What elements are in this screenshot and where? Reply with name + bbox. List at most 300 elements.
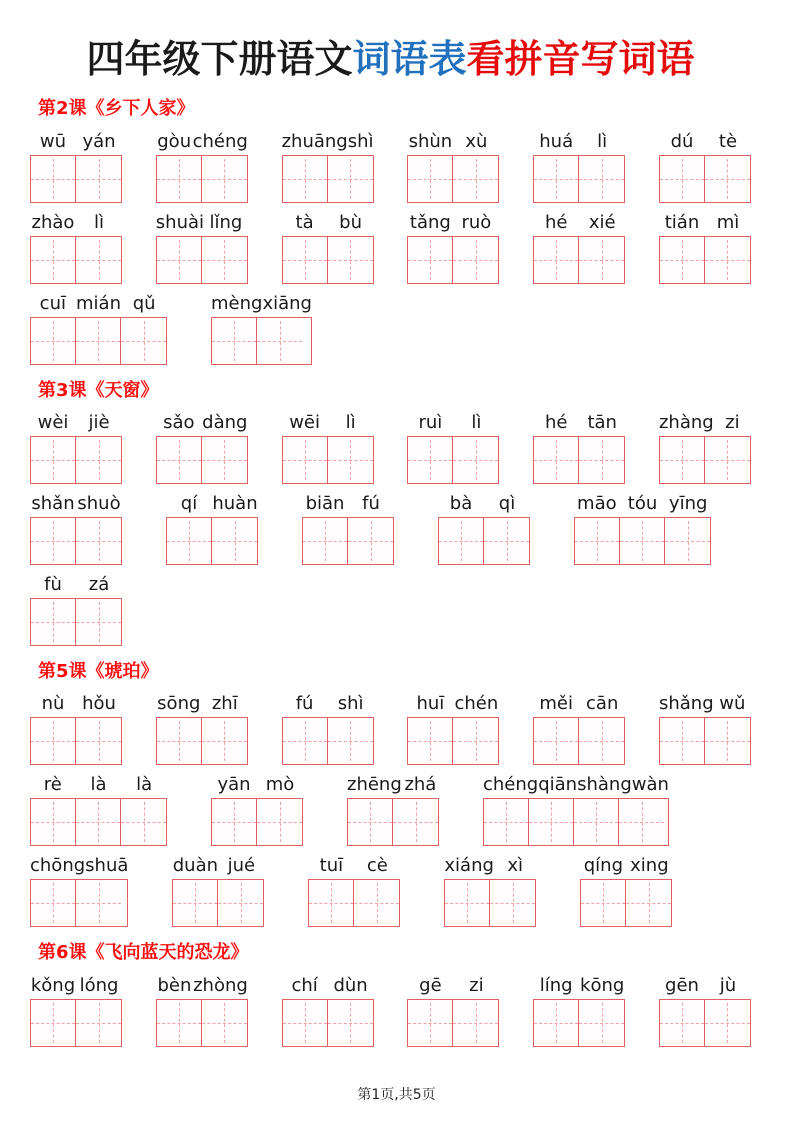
pinyin-syllable: zhào xyxy=(31,211,75,233)
pinyin-syllable: xiāng xyxy=(262,292,312,314)
pinyin-syllable: bèn xyxy=(157,974,192,996)
writing-grid xyxy=(282,436,374,484)
pinyin-syllable: zá xyxy=(88,573,110,595)
pinyin-syllable: gēn xyxy=(665,974,699,996)
writing-grid xyxy=(659,436,751,484)
pinyin-row xyxy=(156,131,248,153)
grid-cell xyxy=(283,718,328,764)
grid-cell xyxy=(283,156,328,202)
word-unit xyxy=(156,212,248,284)
grid-cell xyxy=(490,880,535,926)
pinyin-syllable: hé xyxy=(544,411,568,433)
pinyin-syllable: mì xyxy=(716,211,740,233)
pinyin-row xyxy=(533,412,625,434)
word-unit xyxy=(172,855,264,927)
word-unit xyxy=(444,855,536,927)
pinyin-row xyxy=(533,212,625,234)
pinyin-syllable: tián xyxy=(664,211,700,233)
pinyin-syllable: kōng xyxy=(580,974,625,996)
grid-cell xyxy=(303,518,348,564)
pinyin-syllable: líng xyxy=(539,974,573,996)
pinyin-syllable: chōng xyxy=(30,855,86,877)
word-unit xyxy=(659,212,751,284)
pinyin-row xyxy=(659,212,751,234)
pinyin-syllable: dùn xyxy=(333,974,368,996)
page-title xyxy=(30,34,751,83)
word-unit xyxy=(282,975,374,1047)
word-unit xyxy=(407,975,499,1047)
pinyin-syllable: gē xyxy=(419,974,442,996)
pinyin-row xyxy=(659,975,751,997)
grid-cell xyxy=(705,437,750,483)
pinyin-syllable: dàng xyxy=(202,411,248,433)
writing-grid xyxy=(30,879,128,927)
writing-grid xyxy=(533,999,625,1047)
pinyin-row xyxy=(533,131,625,153)
pinyin-syllable: wèi xyxy=(37,411,69,433)
pinyin-row xyxy=(211,774,303,796)
word-unit xyxy=(30,975,122,1047)
grid-cell xyxy=(619,799,664,845)
word-unit xyxy=(659,975,751,1047)
lesson-section-title: 第2课《乡下人家》 xyxy=(38,98,195,120)
word-unit xyxy=(30,855,128,927)
pinyin-syllable: lǐng xyxy=(209,211,243,233)
grid-cell xyxy=(626,880,671,926)
writing-grid xyxy=(282,155,374,203)
pinyin-syllable: lóng xyxy=(79,974,119,996)
grid-cell xyxy=(157,718,202,764)
writing-grid xyxy=(533,236,625,284)
pinyin-syllable: chéng xyxy=(483,774,539,796)
pinyin-syllable: kǒng xyxy=(30,974,76,996)
writing-grid xyxy=(172,879,264,927)
pinyin-syllable: zi xyxy=(725,411,740,433)
pinyin-syllable: jiè xyxy=(88,411,110,433)
pinyin-syllable: wū xyxy=(39,130,67,152)
grid-cell xyxy=(157,437,202,483)
word-unit xyxy=(347,774,439,846)
grid-cell xyxy=(408,1000,453,1046)
grid-cell xyxy=(579,437,624,483)
pinyin-syllable: qì xyxy=(498,492,516,514)
grid-cell xyxy=(579,156,624,202)
lesson-section-title: 第3课《天窗》 xyxy=(38,379,159,401)
pinyin-syllable: māo xyxy=(577,492,617,514)
grid-cell xyxy=(705,718,750,764)
pinyin-syllable: tǎng xyxy=(409,211,451,233)
pinyin-row xyxy=(156,412,248,434)
pinyin-syllable: zhuāng xyxy=(281,130,348,152)
writing-grid xyxy=(574,517,711,565)
grid-cell xyxy=(31,318,76,364)
word-unit xyxy=(533,693,625,765)
grid-cell xyxy=(453,437,498,483)
pinyin-syllable: shǎng xyxy=(658,693,714,715)
grid-cell xyxy=(31,880,76,926)
word-unit xyxy=(282,131,374,203)
word-row xyxy=(30,493,751,565)
grid-cell xyxy=(157,156,202,202)
pinyin-syllable: yān xyxy=(217,774,251,796)
pinyin-row xyxy=(407,975,499,997)
grid-cell xyxy=(534,156,579,202)
pinyin-row xyxy=(211,293,312,315)
grid-cell xyxy=(76,518,121,564)
lesson-section xyxy=(30,941,751,1046)
word-unit xyxy=(30,131,122,203)
pinyin-row xyxy=(30,131,122,153)
pinyin-row xyxy=(407,131,499,153)
grid-cell xyxy=(529,799,574,845)
pinyin-syllable: zhàng xyxy=(658,411,714,433)
pinyin-syllable: mèng xyxy=(211,292,263,314)
pinyin-syllable: tè xyxy=(718,130,738,152)
pinyin-syllable: chén xyxy=(454,693,499,715)
writing-grid xyxy=(30,436,122,484)
pinyin-row xyxy=(166,493,258,515)
word-unit xyxy=(533,212,625,284)
writing-grid xyxy=(30,798,167,846)
grid-cell xyxy=(705,237,750,283)
word-row xyxy=(30,855,751,927)
pinyin-syllable: bà xyxy=(449,492,473,514)
grid-cell xyxy=(660,156,705,202)
word-unit xyxy=(533,975,625,1047)
word-unit xyxy=(156,131,248,203)
pinyin-row xyxy=(30,975,122,997)
writing-grid xyxy=(282,236,374,284)
grid-cell xyxy=(665,518,710,564)
pinyin-syllable: mián xyxy=(76,292,121,314)
writing-grid xyxy=(302,517,394,565)
pinyin-syllable: wǔ xyxy=(719,693,746,715)
pinyin-row xyxy=(30,293,167,315)
writing-grid xyxy=(282,999,374,1047)
word-unit xyxy=(30,293,167,365)
pinyin-syllable: là xyxy=(90,774,107,796)
pinyin-syllable: gòu xyxy=(157,130,192,152)
writing-grid xyxy=(282,717,374,765)
grid-cell xyxy=(439,518,484,564)
pinyin-row xyxy=(282,131,374,153)
grid-cell xyxy=(31,718,76,764)
title-pinyin-part: 看拼音写词语 xyxy=(466,36,695,81)
pinyin-row xyxy=(308,855,400,877)
grid-cell xyxy=(167,518,212,564)
grid-cell xyxy=(31,1000,76,1046)
pinyin-syllable: tuī xyxy=(319,855,344,877)
pinyin-syllable: shì xyxy=(337,693,364,715)
grid-cell xyxy=(283,1000,328,1046)
pinyin-row xyxy=(30,574,122,596)
word-unit xyxy=(30,574,122,646)
grid-cell xyxy=(76,156,121,202)
pinyin-row xyxy=(156,975,248,997)
grid-cell xyxy=(31,437,76,483)
word-unit xyxy=(282,693,374,765)
word-unit xyxy=(659,412,751,484)
pinyin-row xyxy=(407,693,499,715)
grid-cell xyxy=(121,799,166,845)
word-unit xyxy=(302,493,394,565)
writing-grid xyxy=(156,436,248,484)
writing-grid xyxy=(407,999,499,1047)
word-unit xyxy=(533,131,625,203)
word-row xyxy=(30,131,751,203)
word-row xyxy=(30,212,751,284)
word-unit xyxy=(156,693,248,765)
writing-grid xyxy=(659,236,751,284)
grid-cell xyxy=(579,237,624,283)
word-row xyxy=(30,412,751,484)
sections-container xyxy=(30,97,751,1046)
writing-grid xyxy=(659,999,751,1047)
word-unit xyxy=(282,212,374,284)
pinyin-row xyxy=(156,693,248,715)
grid-cell xyxy=(534,237,579,283)
grid-cell xyxy=(328,237,373,283)
grid-cell xyxy=(157,1000,202,1046)
pinyin-row xyxy=(282,693,374,715)
grid-cell xyxy=(283,437,328,483)
word-unit xyxy=(308,855,400,927)
grid-cell xyxy=(348,799,393,845)
pinyin-row xyxy=(659,412,751,434)
word-unit xyxy=(407,212,499,284)
grid-cell xyxy=(202,237,247,283)
writing-grid xyxy=(156,155,248,203)
grid-cell xyxy=(660,437,705,483)
pinyin-row xyxy=(580,855,672,877)
pinyin-syllable: nù xyxy=(41,693,65,715)
grid-cell xyxy=(575,518,620,564)
grid-cell xyxy=(202,156,247,202)
word-unit xyxy=(407,131,499,203)
grid-cell xyxy=(705,156,750,202)
grid-cell xyxy=(484,799,529,845)
grid-cell xyxy=(581,880,626,926)
pinyin-syllable: ruì xyxy=(418,411,443,433)
writing-grid xyxy=(438,517,530,565)
grid-cell xyxy=(328,1000,373,1046)
pinyin-row xyxy=(156,212,248,234)
word-unit xyxy=(483,774,669,846)
word-unit xyxy=(30,412,122,484)
word-unit xyxy=(659,131,751,203)
grid-cell xyxy=(620,518,665,564)
grid-cell xyxy=(157,237,202,283)
grid-cell xyxy=(76,880,121,926)
pinyin-syllable: lì xyxy=(93,211,104,233)
grid-cell xyxy=(31,156,76,202)
pinyin-row xyxy=(30,412,122,434)
grid-cell xyxy=(705,1000,750,1046)
writing-grid xyxy=(533,155,625,203)
pinyin-syllable: qǔ xyxy=(132,292,156,314)
grid-cell xyxy=(31,518,76,564)
pinyin-syllable: měi xyxy=(539,693,573,715)
writing-grid xyxy=(444,879,536,927)
lesson-section xyxy=(30,660,751,927)
grid-cell xyxy=(202,1000,247,1046)
grid-cell xyxy=(534,437,579,483)
pinyin-syllable: fù xyxy=(44,573,62,595)
grid-cell xyxy=(31,237,76,283)
pinyin-syllable: tà xyxy=(295,211,314,233)
pinyin-syllable: zhòng xyxy=(193,974,248,996)
writing-grid xyxy=(30,999,122,1047)
word-unit xyxy=(156,412,248,484)
writing-grid xyxy=(166,517,258,565)
word-unit xyxy=(407,693,499,765)
grid-cell xyxy=(453,237,498,283)
grid-cell xyxy=(534,1000,579,1046)
grid-cell xyxy=(408,718,453,764)
grid-cell xyxy=(212,799,257,845)
page-footer: 第1页,共5页 xyxy=(357,1087,436,1103)
grid-cell xyxy=(348,518,393,564)
writing-grid xyxy=(580,879,672,927)
grid-cell xyxy=(484,518,529,564)
grid-cell xyxy=(76,237,121,283)
pinyin-syllable: cuī xyxy=(39,292,66,314)
pinyin-syllable: xié xyxy=(588,211,616,233)
lesson-section-title: 第6课《飞向蓝天的恐龙》 xyxy=(38,942,249,964)
grid-cell xyxy=(660,1000,705,1046)
title-wordlist-part: 词语表 xyxy=(352,36,467,81)
pinyin-syllable: xù xyxy=(465,130,488,152)
grid-cell xyxy=(76,799,121,845)
pinyin-row xyxy=(282,975,374,997)
writing-grid xyxy=(407,236,499,284)
grid-cell xyxy=(76,599,121,645)
word-unit xyxy=(407,412,499,484)
writing-grid xyxy=(30,236,122,284)
writing-grid xyxy=(533,717,625,765)
writing-grid xyxy=(533,436,625,484)
word-unit xyxy=(533,412,625,484)
writing-grid xyxy=(156,999,248,1047)
pinyin-row xyxy=(302,493,394,515)
pinyin-row xyxy=(30,212,122,234)
pinyin-syllable: wàn xyxy=(631,774,669,796)
grid-cell xyxy=(31,799,76,845)
grid-cell xyxy=(218,880,263,926)
writing-grid xyxy=(308,879,400,927)
pinyin-syllable: fú xyxy=(295,693,314,715)
grid-cell xyxy=(257,318,302,364)
grid-cell xyxy=(31,599,76,645)
pinyin-syllable: shàng xyxy=(577,774,632,796)
pinyin-row xyxy=(282,212,374,234)
word-unit xyxy=(30,212,122,284)
grid-cell xyxy=(328,156,373,202)
writing-grid xyxy=(407,436,499,484)
pinyin-syllable: zhī xyxy=(211,693,238,715)
pinyin-syllable: qiān xyxy=(538,774,578,796)
word-row xyxy=(30,774,751,846)
pinyin-syllable: yán xyxy=(82,130,116,152)
pinyin-syllable: shuài xyxy=(155,211,205,233)
grid-cell xyxy=(76,718,121,764)
grid-cell xyxy=(660,237,705,283)
pinyin-syllable: cān xyxy=(586,693,619,715)
writing-grid xyxy=(407,155,499,203)
pinyin-syllable: xing xyxy=(630,855,669,877)
word-row xyxy=(30,975,751,1047)
pinyin-syllable: xiáng xyxy=(444,855,494,877)
pinyin-row xyxy=(30,693,122,715)
pinyin-syllable: jué xyxy=(227,855,256,877)
grid-cell xyxy=(283,237,328,283)
pinyin-row xyxy=(30,493,122,515)
grid-cell xyxy=(534,718,579,764)
writing-grid xyxy=(156,717,248,765)
writing-grid xyxy=(156,236,248,284)
pinyin-syllable: qí xyxy=(180,492,198,514)
pinyin-syllable: huá xyxy=(539,130,574,152)
pinyin-syllable: shuò xyxy=(77,492,121,514)
grid-cell xyxy=(257,799,302,845)
pinyin-syllable: zhá xyxy=(404,774,437,796)
writing-grid xyxy=(659,717,751,765)
pinyin-syllable: qíng xyxy=(583,855,624,877)
lesson-section-title: 第5课《琥珀》 xyxy=(38,660,159,682)
pinyin-row xyxy=(533,975,625,997)
pinyin-syllable: bù xyxy=(339,211,363,233)
grid-cell xyxy=(445,880,490,926)
grid-cell xyxy=(76,1000,121,1046)
grid-cell xyxy=(212,518,257,564)
pinyin-syllable: huàn xyxy=(212,492,258,514)
pinyin-syllable: shǎn xyxy=(31,492,75,514)
grid-cell xyxy=(408,156,453,202)
pinyin-syllable: chéng xyxy=(192,130,248,152)
pinyin-syllable: huī xyxy=(416,693,445,715)
word-unit xyxy=(30,774,167,846)
writing-grid xyxy=(30,317,167,365)
pinyin-syllable: tóu xyxy=(627,492,658,514)
grid-cell xyxy=(660,718,705,764)
pinyin-row xyxy=(533,693,625,715)
pinyin-syllable: duàn xyxy=(172,855,219,877)
word-row xyxy=(30,574,751,646)
pinyin-syllable: rè xyxy=(43,774,62,796)
pinyin-row xyxy=(659,693,751,715)
grid-cell xyxy=(453,718,498,764)
pinyin-syllable: shì xyxy=(347,130,374,152)
writing-grid xyxy=(211,317,312,365)
word-unit xyxy=(30,493,122,565)
pinyin-syllable: là xyxy=(136,774,153,796)
pinyin-syllable: lì xyxy=(597,130,608,152)
pinyin-syllable: ruò xyxy=(461,211,492,233)
pinyin-row xyxy=(444,855,536,877)
grid-cell xyxy=(579,1000,624,1046)
pinyin-row xyxy=(407,212,499,234)
grid-cell xyxy=(453,1000,498,1046)
pinyin-syllable: dú xyxy=(670,130,694,152)
pinyin-syllable: chí xyxy=(291,974,318,996)
pinyin-row xyxy=(347,774,439,796)
word-unit xyxy=(156,975,248,1047)
writing-grid xyxy=(30,598,122,646)
writing-grid xyxy=(407,717,499,765)
grid-cell xyxy=(328,437,373,483)
pinyin-row xyxy=(438,493,530,515)
word-row xyxy=(30,293,751,365)
